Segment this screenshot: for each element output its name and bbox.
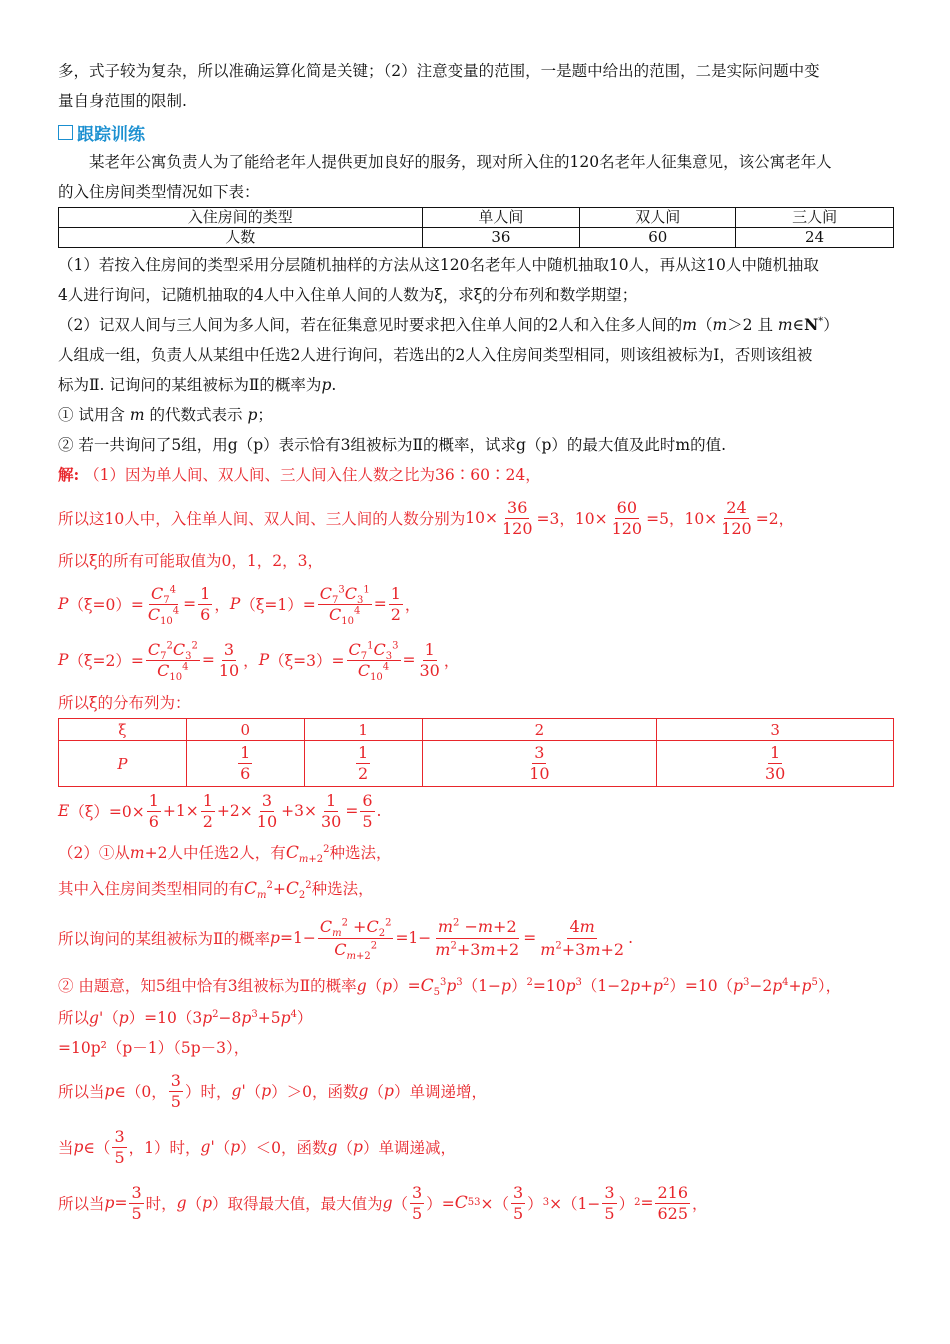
solution-line-2: 所以这10人中，入住单人间、双人间、三人间的人数分别为 10× $\frac{36}{120}$ =3，10× $\frac{60}{120}$ =5，10× $\frac{24}{120}$ =2， [58,497,795,538]
fraction-numerator: 3 [534,743,545,762]
table-cell [657,741,894,787]
text-segment: 取得最大值，最大值为 [227,1195,383,1213]
fraction-denominator: 6 [240,764,251,783]
solution-line-6: 其中入住房间类型相同的有$C_m^2+C_2^2$种选法， [58,879,374,902]
fraction-numerator: 1 [240,743,251,762]
question-1-line-a: （1）若按入住房间的类型采用分层随机抽样的方法从这120名老年人中随机抽取10人，再从这10人中随机抽取 [58,256,819,274]
table-cell: 1 [304,719,422,741]
question-2-line-b: 人组成一组，负责人从某组中任选2人进行询问，若选出的2人入住房间类型相同，则该组被标为Ⅰ，否则该组被 [58,346,813,364]
text-segment: 标为Ⅱ. 记询问的某组被标为Ⅱ的概率为 [58,376,322,394]
text-segment: （2）记双人间与三人间为多人间，若在征集意见时要求把入住单人间的2人和入住多人间的 [58,316,683,334]
table-cell: 单人间 [422,208,580,228]
solution-label: 解: [58,465,80,484]
solution-line-4: 所以ξ的分布列为： [58,694,191,712]
table-row [59,741,894,787]
text-segment: 其中入住房间类型相同的有 [58,880,245,898]
problem-para-2: 的入住房间类型情况如下表： [58,183,260,201]
text-segment: 种选法， [329,844,392,862]
prob-xi-2-3: P （ξ=2）= $\frac{C_7^2C_3^2}{C_{10}^4}$ = $\frac{3}{10}$ ， P （ξ=3）= $\frac{C_7^1C_3^3}{C_{10}^4}$ = $\frac{1}{30}$ ， [58,639,460,683]
text-segment: 所以 [58,1009,90,1027]
question-2-line-c: 标为Ⅱ. 记询问的某组被标为Ⅱ的概率为p. [58,376,337,394]
table-cell: 3 [657,719,894,741]
table-cell: 双人间 [580,208,736,228]
checkbox-square-icon [58,125,73,140]
text-segment: 时， [145,1195,177,1213]
solution-line-11: 所以当 p ∈（0， $\frac{3}{5}$ ） 时， g' （ p ）＞0， 函数 g （ p ） 单调递增， [58,1070,487,1111]
table-cell: 人数 [59,228,423,248]
text-segment: ① 试用含 [58,406,125,424]
solution-line-5: （2）①从m+2人中任选2人，有$C_{m+2}^2$种选法， [58,843,392,866]
section-title: 跟踪训练 [77,125,145,145]
text-segment: 当 [58,1139,74,1157]
text-segment: ② 由题意，知5组中恰有3组被标为Ⅱ的概率 [58,977,357,995]
text-segment: 单调递增， [409,1083,487,1101]
problem-para-1: 某老年公寓负责人为了能给老年人提供更加良好的服务，现对所入住的120名老年人征集意见，该公寓老年人 [89,153,832,171]
fraction-numerator: 1 [358,743,369,762]
table-cell [59,741,187,787]
table-cell: 36 [422,228,580,248]
table-row [59,228,894,248]
table-cell: ξ [59,719,187,741]
solution-line-13: 所以当 p = $\frac{3}{5}$ 时， g （ p ） 取得最大值，最大值为 g （ $\frac{3}{5}$ ）= C 5 3 ×（ $\frac{3}{5}$ ） 3 ×（1− $\frac{3}{5}$ ） 2 = $\frac{216}{625}$ ， [58,1182,708,1223]
text-segment: 时， [169,1139,201,1157]
table-cell: 入住房间的类型 [59,208,423,228]
table-row [59,719,894,741]
question-2-part-2: ② 若一共询问了5组，用g（p）表示恰有3组被标为Ⅱ的概率，试求g（p）的最大值及此时m的值. [58,436,727,454]
table-cell: 0 [186,719,304,741]
expectation-line: E （ξ）=0× $\frac{1}{6}$ +1× $\frac{1}{2}$ +2× $\frac{3}{10}$ +3× $\frac{1}{30}$ = $\frac{6}{5}$ . [58,790,382,831]
page [58,52,894,1231]
question-1-line-b: 4人进行询问，记随机抽取的4人中入住单人间的人数为ξ，求ξ的分布列和数学期望； [58,286,638,304]
text-segment: 所以这10人中，入住单人间、双人间、三人间的人数分别为 [58,510,466,528]
fraction-denominator: 30 [764,764,786,783]
solution-line-7: 所以询问的某组被标为Ⅱ的概率 p =1− $\frac{C_m^2 +C_2^2}{C_{m+2}^2}$ =1− $\frac{m^2 -m+2}{m^2+3m+2}$ = $\frac{4m}{m^2+3m+2}$ . [58,916,634,962]
distribution-table [58,718,894,787]
text-segment: 函数 [296,1139,328,1157]
text-segment: 单调递减， [378,1139,456,1157]
fraction-denominator: 10 [529,764,550,783]
intro-line-2: 量自身范围的限制. [58,92,187,110]
intro-line-1: 多，式子较为复杂，所以准确运算化简是关键；（2）注意变量的范围，一是题中给出的范围，二是实际问题中变 [58,62,820,80]
prob-xi-0-1: P （ξ=0）= $\frac{C_7^4}{C_{10}^4}$ = $\frac{1}{6}$ ， P （ξ=1）= $\frac{C_7^3C_3^1}{C_{10}^4}$ = $\frac{1}{2}$ ， [58,583,421,627]
text-segment: 所以询问的某组被标为Ⅱ的概率 [58,930,271,948]
table-row [59,208,894,228]
text-segment: （1）因为单人间、双人间、三人间入住人数之比为36∶60∶24， [84,466,541,484]
text-segment: 的代数式表示 [149,406,243,424]
question-2-line-a: （2）记双人间与三人间为多人间，若在征集意见时要求把入住单人间的2人和入住多人间的m（m＞2 且 m∈N*） [58,315,839,334]
question-2-part-1: ① 试用含 m 的代数式表示 p； [58,406,273,424]
text-segment: 所以当 [58,1195,105,1213]
solution-line-12: 当 p ∈（ $\frac{3}{5}$ ，1） 时， g' （ p ）＜0， 函数 g （ p ） 单调递减， [58,1126,456,1167]
text-segment: （2）①从 [58,844,130,862]
solution-line-8: ② 由题意，知5组中恰有3组被标为Ⅱ的概率$g(p)=C_5^3p^3(1-p)^2=10p^3(1-2p+p^2)=10(p^3-2p^4+p^5)$， [58,976,842,999]
table-cell [422,741,657,787]
table-cell: 60 [580,228,736,248]
table-cell [304,741,422,787]
solution-line-10: =10p²（p－1）（5p－3）， [58,1039,250,1057]
fraction-denominator: 2 [358,764,369,783]
solution-line-3: 所以ξ的所有可能取值为0，1，2，3， [58,552,323,570]
fraction-numerator: 1 [770,743,781,762]
table-cell: 2 [422,719,657,741]
text-segment: 时， [200,1083,232,1101]
text-segment: 种选法， [311,880,374,898]
table-cell: 三人间 [736,208,894,228]
table-cell [186,741,304,787]
text-segment: 人中任选2人，有 [167,844,286,862]
text-segment: ） [823,316,839,334]
solution-line-9: 所以$g'(p)=10(3p^2-8p^3+5p^4)$ [58,1008,313,1027]
text-segment: P [117,754,128,773]
text-segment: 所以当 [58,1083,105,1101]
room-type-table [58,207,894,248]
text-segment: 函数 [327,1083,359,1101]
table-cell: 24 [736,228,894,248]
solution-line-1 [58,460,894,490]
section-heading [58,120,894,145]
